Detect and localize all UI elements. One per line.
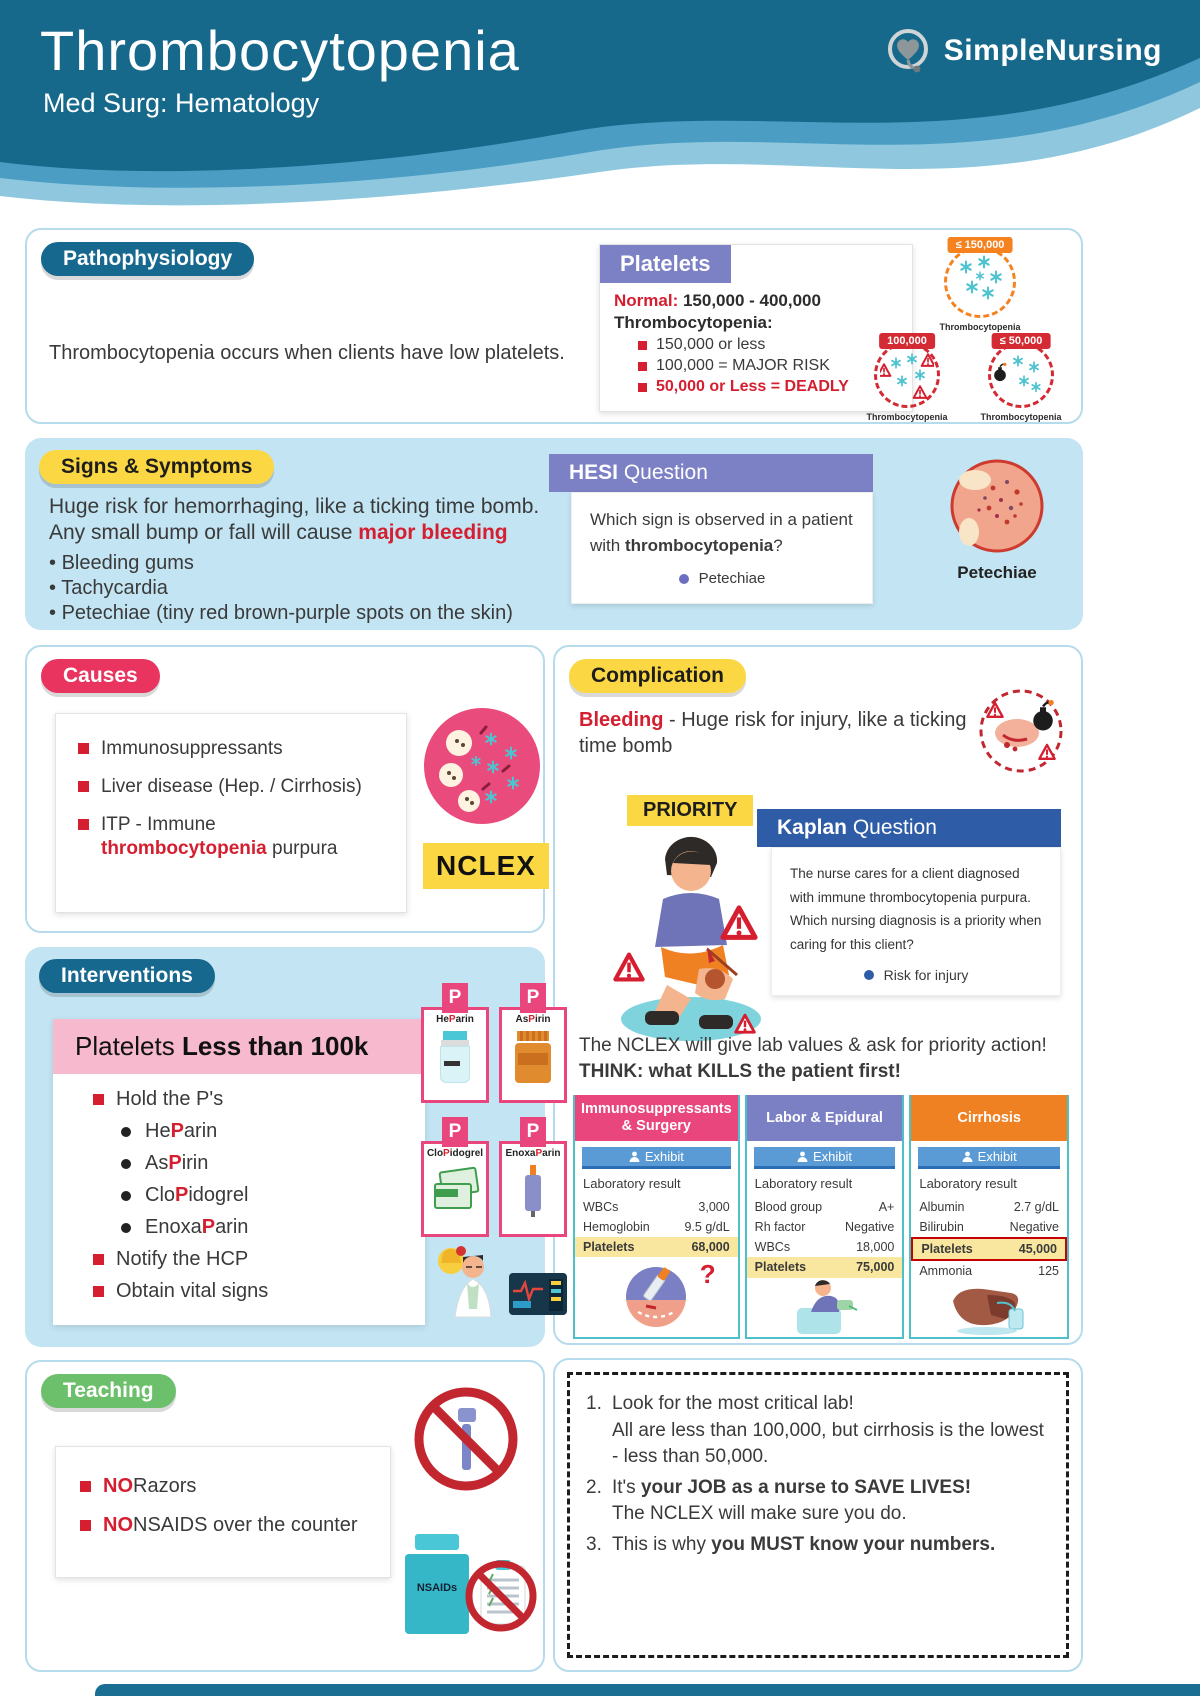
page-subtitle: Med Surg: Hematology [43,88,320,118]
lab-column-title: Immunosuppressants & Surgery [575,1095,738,1141]
cause-text: Liver disease (Hep. / Cirrhosis) [101,776,362,797]
lab-label: Blood group [754,1200,823,1214]
red-square-bullet [93,1094,104,1105]
red-square-bullet [93,1254,104,1265]
epidural-graphic [747,1278,903,1338]
platelets-warning-graphic [880,345,934,399]
lab-column-title: Labor & Epidural [747,1095,903,1141]
notify-hcp-item [93,1248,425,1271]
question-bold-text: thrombocytopenia [624,535,774,555]
lab-value: 75,000 [856,1260,895,1275]
normal-value: 150,000 - 400,000 [678,291,821,310]
item-text: Razors [133,1475,197,1497]
lab-value: 9.5 g/dL [684,1220,730,1235]
clopidogrel-card [421,1117,489,1237]
lab-column-title: Cirrhosis [911,1095,1067,1141]
lab-label: WBCs [754,1240,791,1255]
signs-bullet: • Tachycardia [49,577,168,599]
question-label: Question [847,816,937,839]
med-post: irin [534,1014,551,1025]
brand-name: SimpleNursing [943,34,1162,67]
lab-row [747,1197,903,1217]
signs-line2 [49,520,539,546]
red-square-bullet [638,341,647,350]
lab-row [747,1217,903,1237]
red-square-bullet [638,362,647,371]
summary-section [553,1358,1083,1672]
p-tab: P [520,983,546,1013]
lab-value: 68,000 [691,1240,730,1255]
lab-row [911,1217,1067,1237]
causes-item [78,738,406,760]
pill-blister-graphic [434,1169,476,1209]
thrombocytopenia-label: Thrombocytopenia: [614,313,773,332]
platelets-box-title: Platelets [600,245,731,283]
item-text [612,1532,1052,1559]
no-label: NO [103,1475,133,1497]
question-text: Which sign is observed in a patient with [590,510,853,555]
platelets-less-100k-header [53,1019,425,1074]
causes-item-line2 [101,838,406,860]
footer-bar [95,1684,1200,1696]
summary-dashed-box [567,1372,1069,1658]
complication-badge: Complication [569,659,746,693]
laboratory-result-label: Laboratory result [919,1176,1017,1191]
lab-value: Negative [845,1220,895,1235]
petechiae-caption: Petechiae [957,563,1037,582]
med-p: P [175,1184,189,1206]
summary-1-line1: Look for the most critical lab! [612,1393,854,1414]
threshold-2: 100,000 = MAJOR RISK [656,357,830,374]
cirrhosis-liver-graphic [911,1282,1067,1338]
red-square-bullet [638,383,647,392]
summary-3-pre: This is why [612,1533,712,1555]
nsaids-bottle-label: NSAIDs [416,1582,458,1594]
exhibit-label: Exhibit [977,1149,1017,1164]
exhibit-icon [962,1151,973,1162]
lab-row [575,1197,738,1217]
causes-badge: Causes [41,659,160,693]
laboratory-result-label: Laboratory result [583,1176,681,1191]
nclex-note [579,1033,1069,1084]
question-label: Question [618,461,708,484]
circle-caption: Thrombocytopenia [939,322,1021,332]
med-p: P [168,1152,182,1174]
heparin-card [421,983,489,1103]
hesi-question-body [571,492,873,604]
answer-bullet-icon [864,970,874,980]
med-card-label [515,1014,550,1025]
bullet-text: Petechiae (tiny red brown-purple spots on the skin) [61,602,513,624]
nclex-note-line2: THINK: what KILLS the patient first! [579,1060,901,1082]
lab-label: Platelets [921,1242,973,1257]
complication-text [579,707,979,759]
medication-cards [421,983,569,1237]
med-post: arin [215,1216,249,1238]
cause-text: ITP - Immune [101,814,216,835]
exhibit-icon [797,1151,808,1162]
threshold-1: 150,000 or less [656,336,766,353]
lab-row-platelets [747,1257,903,1277]
med-post: idogrel [449,1148,484,1159]
summary-3-bold: you MUST know your numbers. [711,1533,996,1555]
p-tab: P [442,983,468,1013]
red-square-bullet [93,1286,104,1297]
med-name [145,1120,217,1143]
lab-column-cirrhosis [909,1095,1069,1339]
major-bleeding-text: major bleeding [358,521,508,545]
summary-item-1 [586,1391,1052,1471]
med-pre: He [436,1014,449,1025]
exhibit-label: Exhibit [812,1149,853,1164]
med-post: irin [181,1152,209,1174]
lab-label: Platelets [583,1240,635,1255]
teaching-badge: Teaching [41,1374,176,1408]
med-pre: As [145,1152,169,1174]
med-pre: Enoxa [145,1216,202,1238]
lab-label: Rh factor [754,1220,806,1235]
med-card-label [505,1148,560,1159]
hesi-question-header [549,454,873,492]
interventions-list [53,1074,425,1303]
exhibit-label: Exhibit [644,1149,684,1164]
purpura-text: purpura [266,838,338,859]
lab-label: Bilirubin [919,1220,964,1235]
exhibit-bar [918,1147,1060,1169]
med-p: P [170,1120,184,1142]
bleeding-bomb-graphic [973,683,1069,779]
thrombocytopenia-red-text: thrombocytopenia [101,838,267,859]
lab-value: 125 [1038,1264,1060,1279]
med-post: arin [183,1120,218,1142]
med-pre: As [515,1014,529,1025]
circle-caption: Thrombocytopenia [866,412,948,422]
vital-signs-text: Obtain vital signs [116,1280,269,1302]
item-text [612,1475,1052,1528]
med-list-item [121,1216,425,1239]
pathophysiology-section [25,228,1083,424]
petechiae-figure [937,458,1057,583]
no-label: NO [103,1514,133,1536]
stethoscope-heart-icon [881,24,935,78]
platelets-bomb-graphic [994,345,1048,399]
interventions-card [53,1019,425,1325]
med-pre: He [145,1120,171,1142]
lab-label: Ammonia [919,1264,973,1279]
hold-ps-item [93,1088,425,1111]
answer-bullet-icon [679,574,689,584]
med-name [145,1152,208,1175]
causes-list [55,713,407,913]
surgery-graphic [575,1257,738,1337]
p-tab: P [520,1117,546,1147]
question-mark: ? [773,535,783,555]
med-card-label [427,1148,483,1159]
dot-bullet [121,1159,131,1169]
kaplan-question-box [757,809,1061,996]
answer-text: Petechiae [698,570,766,587]
injured-person-graphic [603,829,778,1044]
item-number: 2. [586,1476,602,1498]
kaplan-answer [790,967,1042,983]
summary-2-line2: The NCLEX will make sure you do. [612,1503,907,1525]
circle-label: ≤ 50,000 [992,333,1051,349]
itp-cells-graphic [421,705,543,827]
threshold-3: 50,000 or Less = DEADLY [656,378,849,395]
med-post: arin [455,1014,474,1025]
circle-label: 100,000 [879,333,935,349]
petechiae-skin-image [949,458,1045,554]
causes-item [78,814,406,836]
circle-caption: Thrombocytopenia [980,412,1062,422]
med-list-item [121,1120,425,1143]
summary-2-pre: It's [612,1476,641,1498]
pathophysiology-badge: Pathophysiology [41,242,254,276]
med-pre: Clo [145,1184,176,1206]
interventions-section [25,947,561,1347]
complication-section [553,645,1083,1345]
hold-ps-text: Hold the P's [116,1088,224,1110]
teaching-list [55,1446,391,1578]
summary-1-line2: All are less than 100,000, but cirrhosis is the lowest - less than 50,000. [612,1419,1044,1468]
lab-value: A+ [878,1200,895,1214]
header-text: Platelets [75,1031,182,1061]
p-tab: P [442,1117,468,1147]
med-pre: Enoxa [505,1148,536,1159]
lab-label: Hemoglobin [583,1220,650,1235]
med-p: P [201,1216,216,1238]
no-razor-graphic [411,1384,521,1494]
lab-comparison-tables [573,1095,1069,1339]
priority-label: PRIORITY [627,795,753,826]
dot-bullet [121,1127,131,1137]
lab-label: WBCs [583,1200,619,1214]
signs-symptoms-section [25,438,1083,630]
question-mark: ? [699,1259,716,1290]
med-card-label [436,1014,474,1025]
bullet-text: Tachycardia [61,577,168,599]
lab-row [911,1261,1067,1281]
med-post: arin [542,1148,561,1159]
lab-value: 18,000 [856,1240,895,1255]
lab-row-platelets [575,1237,738,1257]
med-p: P [448,1014,456,1025]
bleeding-label: Bleeding [579,709,664,731]
signs-line2-text: Any small bump or fall will cause [49,521,359,545]
header-bold-text: Less than 100k [181,1031,369,1061]
lab-label: Albumin [919,1200,965,1214]
nclex-note-line1: The NCLEX will give lab values & ask for priority action! [579,1035,1047,1056]
kaplan-question-body [771,847,1061,996]
exhibit-bar [754,1147,896,1169]
interventions-badge: Interventions [39,959,215,993]
aspirin-card [499,983,567,1103]
kaplan-label: Kaplan [777,816,848,839]
red-square-bullet [78,781,89,792]
item-number: 1. [586,1393,602,1414]
signs-bullet: • Petechiae (tiny red brown-purple spots on the skin) [49,602,513,624]
summary-2-bold: your JOB as a nurse to SAVE LIVES! [640,1476,972,1498]
no-nsaids-item [80,1514,390,1537]
lab-column-immunosuppressants [573,1095,740,1339]
notify-hcp-text: Notify the HCP [116,1248,249,1270]
platelet-circle-150k [925,239,1035,332]
brand-logo [881,24,1162,78]
signs-intro-text [49,494,539,547]
med-list-item [121,1184,425,1207]
exhibit-bar [582,1147,731,1169]
red-square-bullet [78,743,89,754]
med-pre: Clo [426,1148,444,1159]
platelets-normal-line [614,291,912,311]
platelet-circle-50k [971,335,1071,422]
bullet-text: Bleeding gums [61,552,194,574]
causes-item [78,776,406,798]
dot-bullet [121,1191,131,1201]
hesi-question-box [549,454,873,604]
lab-row [747,1237,903,1257]
platelets-graphic [950,249,1010,309]
lab-value: 3,000 [698,1200,730,1214]
lab-row [575,1217,738,1237]
red-square-bullet [80,1520,91,1531]
med-list-item [121,1152,425,1175]
lab-label: Platelets [754,1260,807,1275]
circle-label: ≤ 150,000 [948,237,1013,253]
med-name [145,1184,248,1207]
kaplan-question-text: The nurse cares for a client diagnosed with immune thrombocytopenia purpura. Which nursing diagnosis is a priority when caring for this client? [790,866,1042,952]
lab-value: 45,000 [1018,1242,1058,1257]
nurse-monitor-graphic [421,1243,571,1343]
lab-value: Negative [1009,1220,1060,1235]
signs-symptoms-badge: Signs & Symptoms [39,450,274,484]
summary-item-3 [586,1532,1052,1559]
answer-text: Risk for injury [883,966,969,983]
platelet-circle-100k [857,335,957,422]
lab-column-labor-epidural [745,1095,905,1339]
no-nsaids-list-graphic [459,1554,543,1638]
signs-bullet-list [49,551,513,626]
page-title: Thrombocytopenia [40,19,520,82]
aspirin-bottle-graphic [515,1031,551,1083]
laboratory-result-label: Laboratory result [754,1176,853,1191]
causes-section [25,645,545,933]
normal-label: Normal: [614,291,679,310]
item-text: NSAIDS over the counter [133,1514,358,1536]
red-square-bullet [80,1481,91,1492]
summary-item-2 [586,1475,1052,1528]
no-razors-item [80,1475,390,1498]
dot-bullet [121,1223,131,1233]
bleeding-description: - Huge risk for injury, like a ticking time bomb [579,709,967,757]
header-banner [0,0,1200,215]
lab-row-platelets-critical [911,1237,1067,1261]
teaching-section [25,1360,545,1672]
lab-value: 2.7 g/dL [1013,1200,1060,1214]
hesi-label: HESI [569,461,619,484]
nclex-label: NCLEX [423,843,549,889]
hesi-answer [590,568,854,591]
lab-row [911,1197,1067,1217]
med-p: P [535,1148,543,1159]
exhibit-icon [629,1151,640,1162]
item-text [612,1391,1052,1471]
heparin-vial-graphic [440,1031,470,1083]
red-square-bullet [78,819,89,830]
vital-signs-item [93,1280,425,1303]
syringe-graphic [525,1165,541,1217]
med-p: P [528,1014,535,1025]
med-p: P [443,1148,450,1159]
signs-bullet: • Bleeding gums [49,552,194,574]
cause-text: Immunosuppressants [101,738,283,759]
med-post: idogrel [188,1184,249,1206]
pathophysiology-text: Thrombocytopenia occurs when clients have low platelets. [49,342,565,364]
item-number: 3. [586,1533,602,1555]
signs-line1: Huge risk for hemorrhaging, like a ticking time bomb. [49,495,540,518]
kaplan-question-header [757,809,1061,847]
med-name [145,1216,248,1239]
enoxaparin-card [499,1117,567,1237]
